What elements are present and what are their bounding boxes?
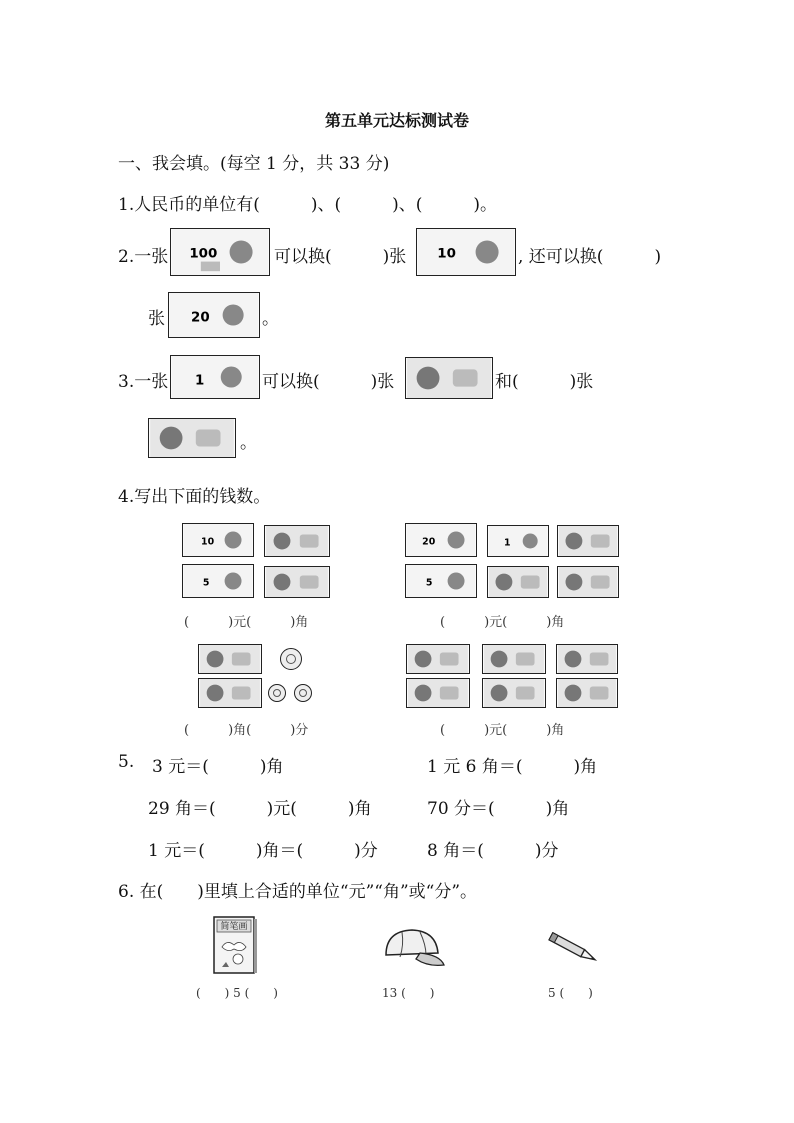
banknote-10-yuan-image <box>182 523 254 557</box>
question-3-exchange: 可以换( )张 <box>262 372 395 392</box>
banknote-5-yuan-image <box>405 564 477 598</box>
answer-blank-3: ( )角( )分 <box>184 723 309 738</box>
svg-text:20: 20 <box>191 310 210 326</box>
banknote-1-jiao-image <box>198 644 262 674</box>
svg-text:100: 100 <box>189 246 218 262</box>
question-6: 6. 在( )里填上合适的单位“元”“角”或“分”。 <box>118 882 478 902</box>
coin-image <box>268 684 286 702</box>
banknote-5-jiao-image <box>482 644 546 674</box>
banknote-20-yuan-image <box>405 523 477 557</box>
svg-text:1: 1 <box>194 373 205 389</box>
banknote-5-jiao-image <box>556 644 618 674</box>
conversion-1: 3 元＝( )角 <box>152 757 284 777</box>
coin-image <box>294 684 312 702</box>
banknote-100-yuan-image <box>170 228 270 276</box>
section-heading: 一、我会填。(每空 1 分，共 33 分) <box>118 154 390 174</box>
banknote-5-jiao-image <box>405 357 493 399</box>
question-3-and: 和( )张 <box>495 372 594 392</box>
banknote-5-jiao-image <box>406 678 470 708</box>
question-3-end: 。 <box>240 433 257 453</box>
answer-book-price: ( ) 5 ( ) <box>196 986 278 1000</box>
conversion-5: 1 元＝( )角＝( )分 <box>148 841 378 861</box>
answer-pencil-price: 5 ( ) <box>548 986 593 1000</box>
question-2-alt: , 还可以换( ) <box>518 247 662 267</box>
conversion-6: 8 角＝( )分 <box>427 841 559 861</box>
question-3-start: 3.一张 <box>118 372 169 392</box>
question-2-start: 2.一张 <box>118 247 169 267</box>
answer-blank-4: ( )元( )角 <box>440 723 565 738</box>
svg-text:5: 5 <box>202 577 210 589</box>
sketchbook-image <box>212 915 258 975</box>
svg-text:5: 5 <box>425 577 433 589</box>
answer-cap-price: 13 ( ) <box>382 986 435 1000</box>
banknote-5-jiao-image <box>557 525 619 557</box>
question-2-unit: 张 <box>148 309 165 329</box>
question-5-number: 5. <box>118 752 135 772</box>
banknote-5-jiao-image <box>556 678 618 708</box>
banknote-5-jiao-image <box>482 678 546 708</box>
banknote-5-yuan-image <box>182 564 254 598</box>
question-1: 1.人民币的单位有( )、( )、( )。 <box>118 195 498 215</box>
banknote-1-jiao-image <box>148 418 236 458</box>
banknote-20-yuan-image <box>168 292 260 338</box>
question-4: 4.写出下面的钱数。 <box>118 487 271 507</box>
answer-blank-1: ( )元( )角 <box>184 615 309 630</box>
book-label: 简笔画 <box>220 922 248 932</box>
coin-image <box>280 648 302 670</box>
banknote-5-jiao-image <box>487 566 549 598</box>
pencil-image <box>544 932 602 964</box>
cap-image <box>380 925 446 969</box>
conversion-4: 70 分＝( )角 <box>427 799 570 819</box>
conversion-3: 29 角＝( )元( )角 <box>148 799 372 819</box>
svg-text:1: 1 <box>503 537 511 549</box>
question-2-end: 。 <box>262 309 279 329</box>
banknote-5-jiao-image <box>264 525 330 557</box>
banknote-2-jiao-image <box>557 566 619 598</box>
question-2-exchange: 可以换( )张 <box>274 247 407 267</box>
conversion-2: 1 元 6 角＝( )角 <box>427 757 598 777</box>
banknote-1-yuan-image <box>487 525 549 557</box>
banknote-5-jiao-image <box>406 644 470 674</box>
banknote-2-jiao-image <box>264 566 330 598</box>
banknote-1-yuan-image <box>170 355 260 399</box>
svg-text:10: 10 <box>201 536 215 548</box>
banknote-10-yuan-image <box>416 228 516 276</box>
svg-text:20: 20 <box>422 536 436 548</box>
answer-blank-2: ( )元( )角 <box>440 615 565 630</box>
banknote-1-jiao-image <box>198 678 262 708</box>
page-title: 第五单元达标测试卷 <box>324 111 469 130</box>
svg-text:10: 10 <box>437 246 456 262</box>
